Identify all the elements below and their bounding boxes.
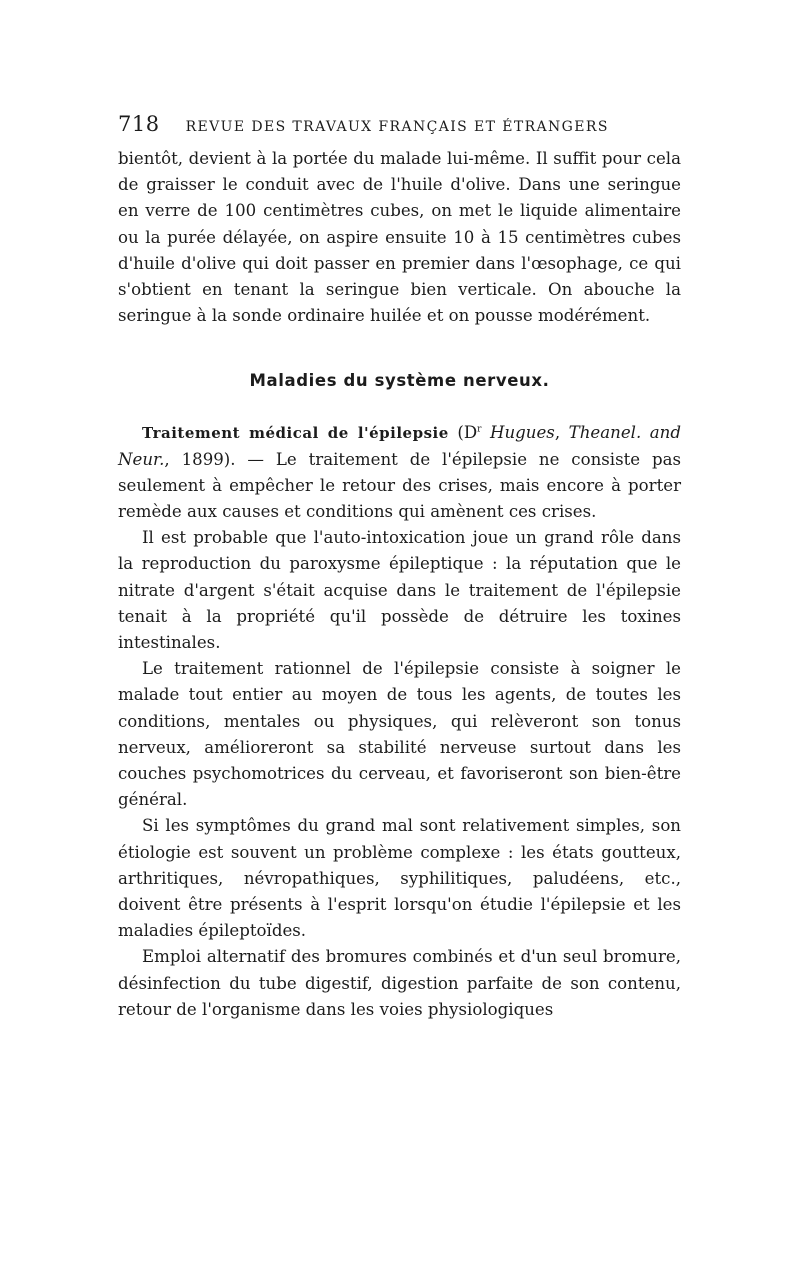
author-prefix: (D: [457, 423, 478, 443]
article-paragraph: [118, 420, 681, 525]
section-title: Maladies du système nerveux.: [249, 371, 550, 391]
article-year: , 1899). —: [164, 449, 276, 469]
page-header: [118, 112, 681, 144]
page: [118, 112, 681, 1023]
article-journal: Theanel. and Neur.: [118, 423, 681, 469]
paragraph: Si les symptômes du grand mal sont relativement simples, son étiologie est souvent un problème complexe : les états goutteux, arthritiques, névropathiques, syphilitiques, paludéens, etc., doivent être présents à l'esprit lorsqu'on étudie l'épilepsie et les maladies épileptoïdes.: [118, 816, 681, 941]
author-sup: r: [477, 424, 482, 435]
paragraph: Le traitement rationnel de l'épilepsie consiste à soigner le malade tout entier au moyen de tous les agents, de toutes les conditions, mentales ou physiques, qui relèveront son tonus nerveux, amélioreront sa stabilité nerveuse surtout dans les couches psychomotrices du cerveau, et favoriseront son bien-être général.: [118, 659, 681, 810]
paragraph: Emploi alternatif des bromures combinés et d'un seul bromure, désinfection du tube digestif, digestion parfaite de son contenu, retour de l'organisme dans les voies physiologiques: [118, 947, 681, 1019]
author-sep: ,: [554, 423, 569, 443]
paragraph: bientôt, devient à la portée du malade lui-même. Il suffit pour cela de graisser le conduit avec de l'huile d'olive. Dans une seringue en verre de 100 centimètres cubes, on met le liquide alimentaire ou la purée délayée, on aspire ensuite 10 à 15 centimètres cubes d'huile d'olive qui doit passer en premier dans l'œsophage, ce qui s'obtient en tenant la seringue bien verticale. On abouche la seringue à la sonde ordinaire huilée et on pousse modérément.: [118, 149, 681, 326]
page-number: 718: [118, 112, 160, 136]
body-text: [118, 146, 681, 1023]
article-title: Traitement médical de l'épilepsie: [142, 424, 449, 443]
running-title: REVUE DES TRAVAUX FRANÇAIS ET ÉTRANGERS: [185, 119, 609, 135]
article-author: Hugues: [481, 423, 555, 443]
article-lead: Le traitement de l'épilepsie ne consiste pas seulement à empêcher le retour des crises, mais encore à porter remède aux causes et conditions qui amènent ces crises.: [118, 449, 681, 522]
paragraph: Il est probable que l'auto-intoxication joue un grand rôle dans la reproduction du paroxysme épileptique : la réputation que le nitrate d'argent s'était acquise dans le traitement de l'épilepsie tenait à la propriété qu'il possède de détruire les toxines intestinales.: [118, 528, 681, 653]
